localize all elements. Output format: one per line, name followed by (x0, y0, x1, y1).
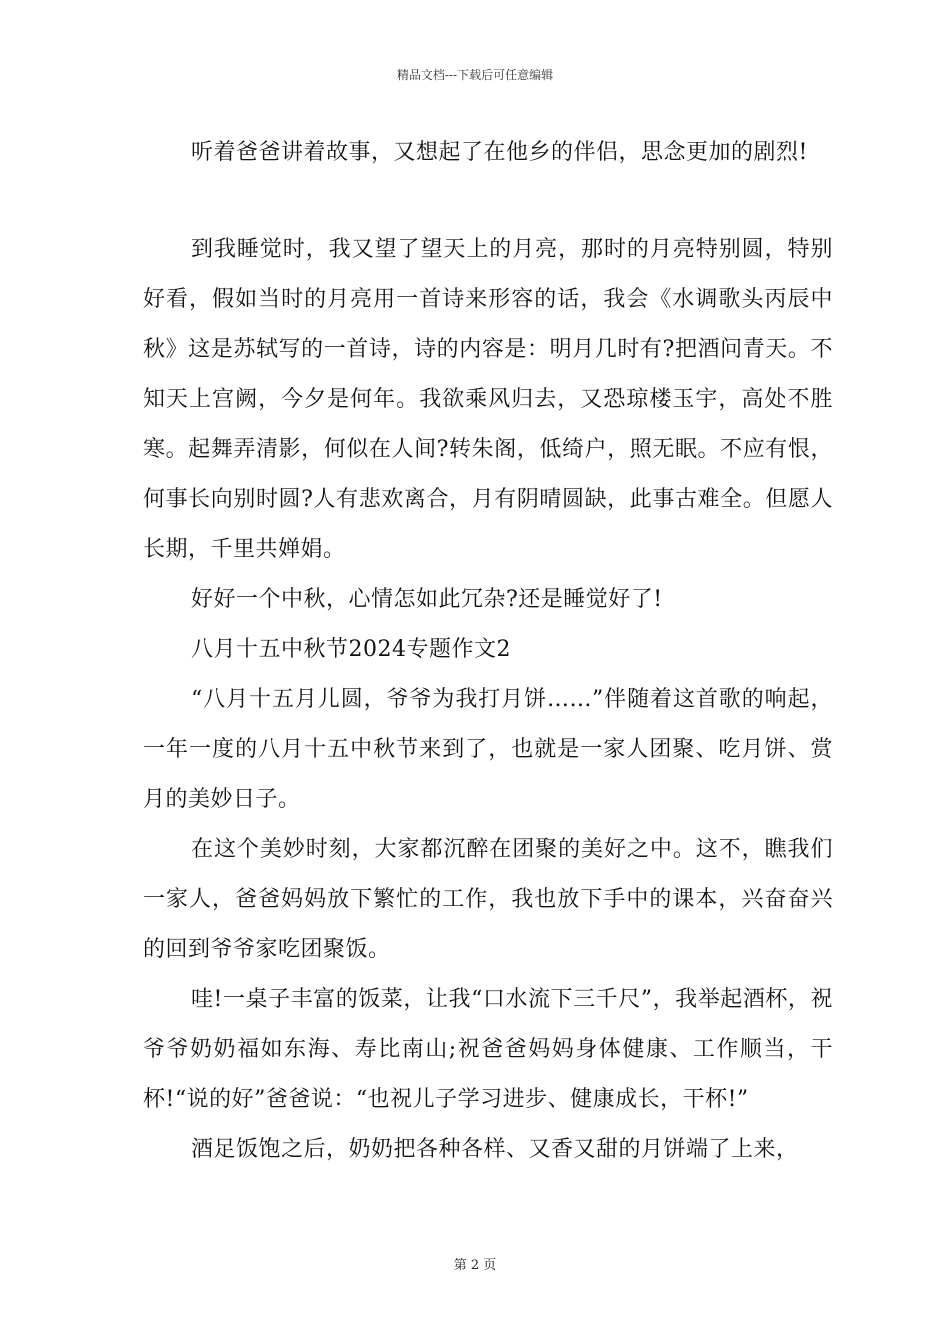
section-heading: 八月十五中秋节2024专题作文2 (191, 637, 511, 662)
paragraph-4: “八月十五月儿圆，爷爷为我打月饼……”伴随着这首歌的响起，一年一度的八月十五中秋节来到了，也就是一家人团聚、吃月饼、赏月的美妙日子。 (143, 687, 833, 812)
paragraph-1: 听着爸爸讲着故事，又想起了在他乡的伴侣，思念更加的剧烈! (191, 140, 808, 165)
paragraph-5: 在这个美妙时刻，大家都沉醉在团聚的美好之中。这不，瞧我们一家人，爸爸妈妈放下繁忙的工作，我也放下手中的课本，兴奋奋兴的回到爷爷家吃团聚饭。 (143, 837, 833, 962)
paragraph-3: 好好一个中秋，心情怎如此冗杂?还是睡觉好了! (191, 587, 663, 612)
document-body (143, 128, 833, 1175)
page-number: 第 2 页 (453, 1258, 497, 1273)
paragraph-6: 哇!一桌子丰富的饭菜，让我“口水流下三千尺”，我举起酒杯，祝爷爷奶奶福如东海、寿比南山;祝爸爸妈妈身体健康、工作顺当，干杯!“说的好”爸爸说：“也祝儿子学习进步、健康成长，干杯!” (143, 987, 833, 1112)
paragraph-2: 到我睡觉时，我又望了望天上的月亮，那时的月亮特别圆，特别好看，假如当时的月亮用一首诗来形容的话，我会《水调歌头丙辰中秋》这是苏轼写的一首诗，诗的内容是：明月几时有?把酒问青天。不知天上宫阙，今夕是何年。我欲乘风归去，又恐琼楼玉宇，高处不胜寒。起舞弄清影，何似在人间?转朱阁，低绮户，照无眠。不应有恨，何事长向别时圆?人有悲欢离合，月有阴晴圆缺，此事古难全。但愿人长期，千里共婵娟。 (143, 237, 833, 562)
page-header: 精品文档---下载后可任意编辑 (396, 68, 554, 82)
paragraph-7: 酒足饭饱之后，奶奶把各种各样、又香又甜的月饼端了上来， (191, 1137, 799, 1162)
paragraph-gap (143, 178, 833, 225)
